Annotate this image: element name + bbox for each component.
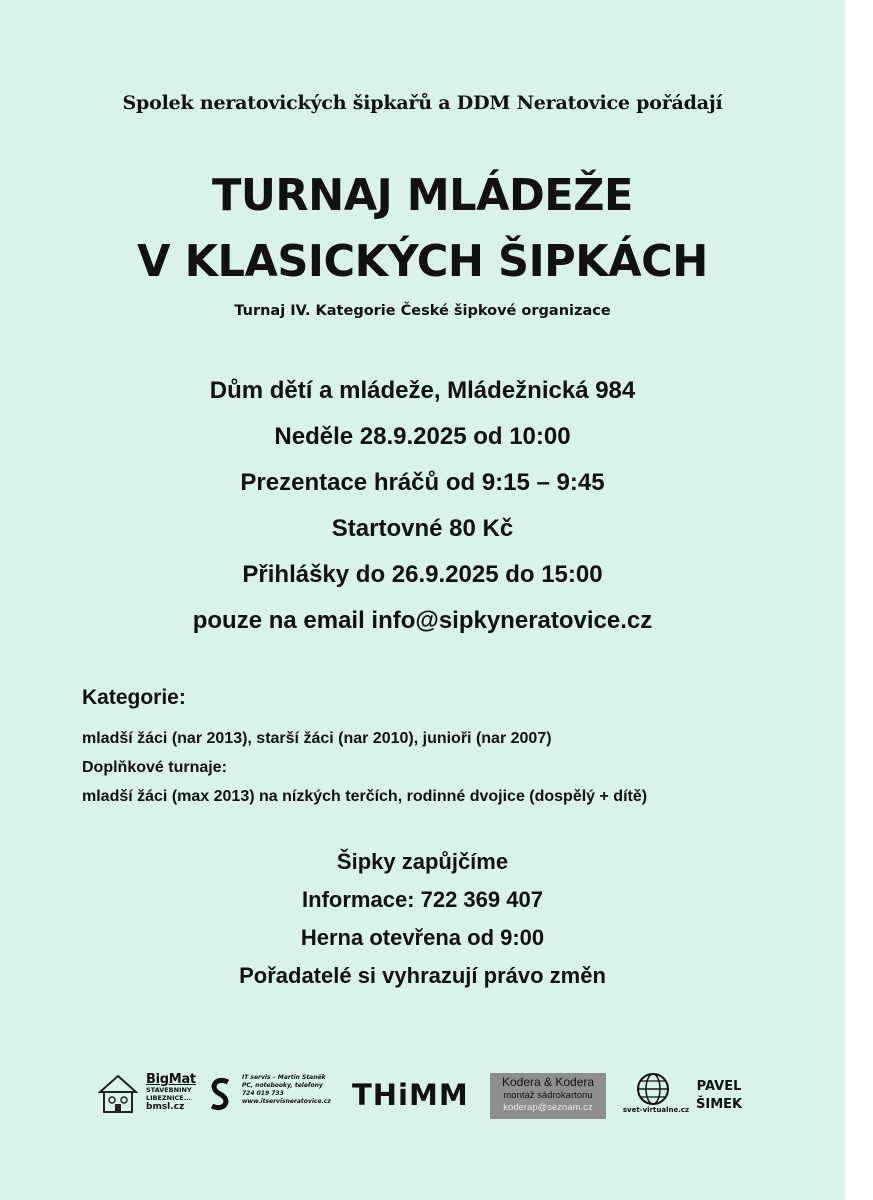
kodera-logo xyxy=(490,1073,606,1119)
it-servis-line-4: www.itservisneratovice.cz xyxy=(242,1098,331,1105)
sponsor-logos xyxy=(98,1068,758,1124)
thimm-logo: THiMM xyxy=(352,1078,469,1112)
kodera-service: montáž sádrokartonu xyxy=(503,1090,593,1101)
it-servis-text xyxy=(242,1074,342,1106)
venue: Dům dětí a mládeže, Mládežnická 984 xyxy=(209,377,636,404)
pavel-simek-logo xyxy=(696,1078,742,1114)
categories-heading: Kategorie: xyxy=(82,686,186,709)
additional-info-list xyxy=(0,843,845,995)
event-info-list xyxy=(0,368,845,644)
it-servis-line-1: IT servis – Martin Staněk xyxy=(242,1074,326,1081)
categories-section xyxy=(82,686,822,811)
bigmat-web: bmsl.cz xyxy=(146,1102,185,1112)
contact-phone: Informace: 722 369 407 xyxy=(302,887,543,912)
bigmat-brand: BigMat xyxy=(146,1072,196,1087)
it-servis-line-3: 724 019 733 xyxy=(242,1090,284,1097)
signup-email: pouze na email info@sipkyneratovice.cz xyxy=(192,607,653,634)
hall-opening: Herna otevřena od 9:00 xyxy=(300,925,545,950)
categories-line-2: Doplňkové turnaje: xyxy=(82,759,227,776)
darts-rental: Šipky zapůjčíme xyxy=(336,849,509,874)
registration-time: Prezentace hráčů od 9:15 – 9:45 xyxy=(240,469,605,496)
it-servis-line-2: PC, notebooky, telefony xyxy=(242,1082,323,1089)
bigmat-logo xyxy=(146,1072,206,1112)
signup-deadline: Přihlášky do 26.9.2025 do 15:00 xyxy=(242,561,603,588)
it-servis-logo-icon xyxy=(206,1076,236,1112)
bigmat-line-2: LIBEZNICE... xyxy=(146,1093,192,1102)
categories-line-1: mladší žáci (nar 2013), starší žáci (nar 2010), junioři (nar 2007) xyxy=(82,730,552,747)
kodera-email: koderap@seznam.cz xyxy=(503,1102,593,1113)
title-line-2: V KLASICKÝCH ŠIPKÁCH xyxy=(137,236,708,287)
kodera-name: Kodera & Kodera xyxy=(501,1075,595,1089)
categories-line-3: mladší žáci (max 2013) na nízkých terčích, rodinné dvojice (dospělý + dítě) xyxy=(82,788,648,805)
title-line-1: TURNAJ MLÁDEŽE xyxy=(211,170,634,221)
date-time: Neděle 28.9.2025 od 10:00 xyxy=(274,423,571,450)
globe-icon xyxy=(636,1072,670,1106)
pavel-first-name: PAVEL xyxy=(696,1079,742,1094)
pavel-last-name: ŠIMEK xyxy=(696,1097,743,1112)
house-logo-icon xyxy=(98,1074,138,1116)
svet-virtualne-text: svet-virtualne.cz xyxy=(622,1106,690,1114)
bigmat-line-1: STAVEBNINY xyxy=(146,1086,192,1094)
organizer-disclaimer: Pořadatelé si vyhrazují právo změn xyxy=(239,963,606,988)
entry-fee: Startovné 80 Kč xyxy=(331,515,514,542)
subtitle: Turnaj IV. Kategorie České šipkové organizace xyxy=(234,303,611,319)
intro-text: Spolek neratovických šipkařů a DDM Neratovice pořádají xyxy=(122,92,723,114)
